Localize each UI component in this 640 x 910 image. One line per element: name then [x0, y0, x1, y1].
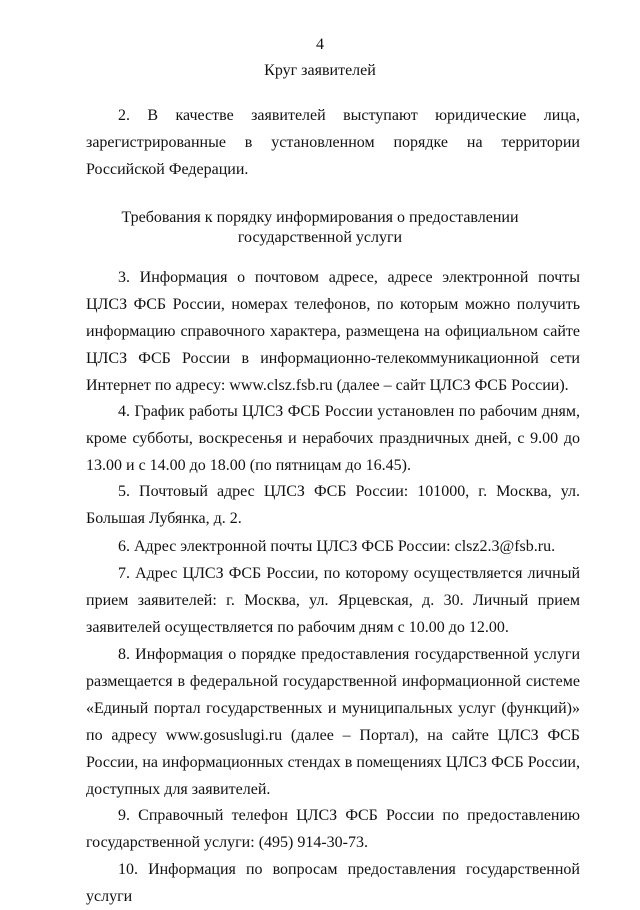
page-number: 4: [316, 36, 324, 53]
section-title-applicants: Круг заявителей: [264, 62, 376, 79]
paragraph-8: 8. Информация о порядке предоставления государственной услуги размещается в федеральной государственной информационной системе «Единый портал государственных и муниципальных услуг (функций)» по адресу www.gosuslugi.ru (далее – Портал), на сайте ЦЛСЗ ФСБ России, на информационных стендах в помещениях ЦЛСЗ ФСБ России, доступных для заявителей.: [86, 646, 580, 798]
paragraph-2: 2. В качестве заявителей выступают юридические лица, зарегистрированные в установленном порядке на территории Российской Федерации.: [86, 107, 580, 178]
section-title-line-2: государственной услуги: [237, 229, 403, 246]
paragraph-7: 7. Адрес ЦЛСЗ ФСБ России, по которому осуществляется личный прием заявителей: г. Москва, ул. Ярцевская, д. 30. Личный прием заявителей осуществляется по рабочим дням с 10.00 до 12.00.: [86, 565, 580, 636]
section-title-line-1: Требования к порядку информирования о предоставлении: [121, 209, 519, 226]
paragraph-10: 10. Информация по вопросам предоставления государственной услуги: [86, 861, 580, 905]
paragraph-4: 4. График работы ЦЛСЗ ФСБ России установлен по рабочим дням, кроме субботы, воскресенья и нерабочих праздничных дней, с 9.00 до 13.00 и с 14.00 до 18.00 (по пятницам до 16.45).: [86, 403, 580, 474]
paragraph-9: 9. Справочный телефон ЦЛСЗ ФСБ России по предоставлению государственной услуги: (495) 914-30-73.: [86, 807, 580, 851]
paragraph-5: 5. Почтовый адрес ЦЛСЗ ФСБ России: 101000, г. Москва, ул. Большая Лубянка, д. 2.: [86, 483, 580, 527]
paragraph-3: 3. Информация о почтовом адресе, адресе электронной почты ЦЛСЗ ФСБ России, номерах телефонов, по которым можно получить информацию справочного характера, размещена на официальном сайте ЦЛСЗ ФСБ России в информационно-телекоммуникационной сети Интернет по адресу: www.clsz.fsb.ru (далее – сайт ЦЛСЗ ФСБ России).: [86, 269, 580, 394]
section-title-information-requirements: [0, 208, 640, 248]
paragraph-6: 6. Адрес электронной почты ЦЛСЗ ФСБ России: clsz2.3@fsb.ru.: [118, 538, 556, 555]
